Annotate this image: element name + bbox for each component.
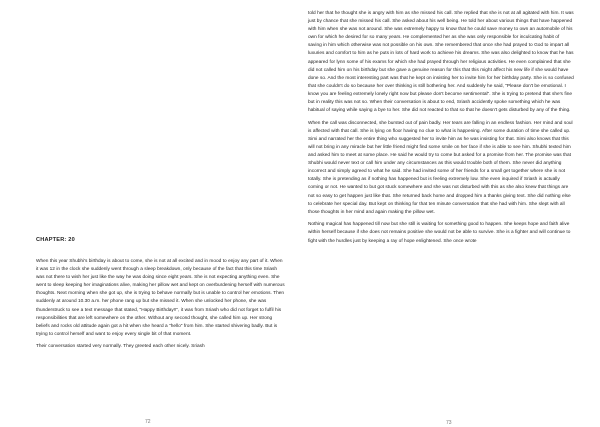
left-page-body <box>36 258 286 356</box>
paragraph: When the call was disconnected, she bursted out of pain badly. Her tears are falling in an endless fashion. Her mind and soul is affected with that call. She is lying on floor having no clue to what is happening. After some duration of time she called up. Simi and narrated her the entire thing who suggested her to invite him as he was insisting for that. Simi also knows that this will not bring in any miracle but her little friend might find some smile on her face if she is able to see him. Shubhi texted him and asked him to meet at some place. He said he would try to come but asked for a promise from her. The promise was that Shubhi would never text or call him under any circumstances as this would trouble both of them. She never did anything incorrect and simply agreed to what he said. She had invited some of her friends for a small get together where she is not totally. She is pretending as if nothing has happened but is feeling extremely low. She even inquired if Sriash is actually coming or not. He wanted to but got stuck somewhere and she was not disturbed with this as she also knew that things are not so easy to get happen just like that. She returned back home and dropped him a thanks giving text. She did nothing else to celebrate her special day. But kept on thinking for that ten minute conversation that she had with him. She slept with all those thoughts in her mind and again making the pillow wet. <box>308 120 573 215</box>
paragraph: Nothing magical has happened till now but she still is waiting for something good to happen. She keeps hope and faith alive within herself because if she does not remains positive she would not be able to survive. She is a fighter and will continue to fight with the hurdles just by keeping a ray of hope enlightened. She once wrote <box>308 222 571 244</box>
page-number-right: 73 <box>446 420 452 426</box>
paragraph: Their conversation started very normally. They greeted each other nicely. Sriash <box>36 344 205 350</box>
paragraph: told her that he thought she is angry with him as she missed his call. She replied that she is not at all agitated with him. It was just by chance that she missed his call. She asked about his well being. He told her about various things that have happened with him when she was not around. She was extremely happy to know that he could save money to own an automobile of his own for which he desired for so many years. He complemented her as she was only responsible for inculcating habit of saving in him which otherwise was not possible on his own. She remembered that once she had prayed to God to impart all luxuries and comfort to him as he puts in lots of hard work to achieve his dreams. She was also delighted to know that he has appeared for lynn some of his exams for which she had prayed through her religious activities. He even complained that she did not called him on his birthday but she gave a genuine reason for this that this might affect his new life if she would have done so. And the most interesting part was that he kept on insisting her to invite him for her birthday party. She is so confused that she couldn't do so because her over thinking is still bothering her. And suddenly he said, "Please don't be emotional. I know you are feeling extremely lonely right now but please don't become sentimental". She is trying to pretend that she's fine but in reality this was not so. When their conversation is about to end, Sriash accidently spoke something which he was habitual of saying while saying a bye to her. She did not reacted to that so that he doesn't gets disturbed by any of the thing. <box>308 11 574 114</box>
left-page <box>0 0 300 424</box>
right-page-body <box>308 10 574 250</box>
paragraph: When this year Shubhi's birthday is about to come, she is not at all excited and in mood to enjoy any part of it. When it was 12 in the clock she suddenly went through a sleep breakdown, only because of the fact that this time Sriash was not there to wish her just like the way he was doing since eight years. She is not expecting anything even. She went to sleep keeping her imaginations alive, making her pillow wet and kept on overburdening herself with numerous thoughts. Next morning when she got up, she is trying to behave normally but is unable to control her emotions. Then suddenly at around 10.30 a.m. her phone rang up but she missed it. When she unlocked her phone, she was thunderstruck to see a text message that stated, "Happy Birthday!!", it was from Sriash who did not forget to fulfil his responsibilities that are left somewhere on the other. Without any second thought, she called him up. Her strong beliefs and rocks old attitude again got a hit when she heard a "hello" from him. She started shivering badly. But is trying to control herself and want to enjoy every single bit of that moment. <box>36 259 285 337</box>
chapter-heading: CHAPTER: 20 <box>36 237 75 243</box>
page-number-left: 72 <box>145 419 151 425</box>
